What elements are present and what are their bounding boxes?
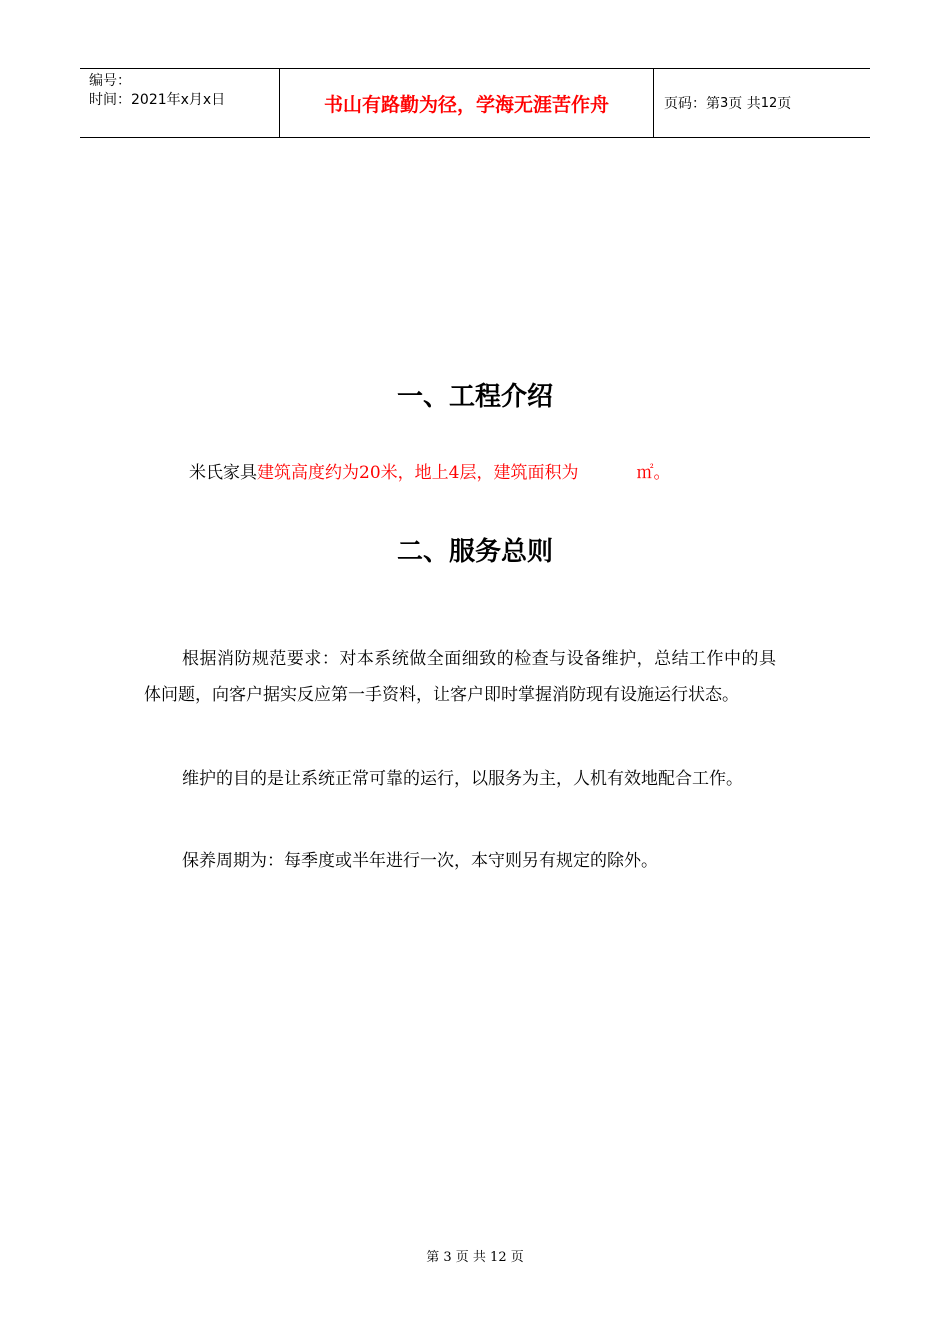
page-label: 页码：第: [664, 96, 720, 112]
header-page-info: [654, 69, 870, 137]
intro-company: 米氏家具: [189, 463, 257, 483]
section-title-service-principles: 二、服务总则: [396, 537, 553, 567]
paragraph-requirements: 根据消防规范要求：对本系统做全面细致的检查与设备维护，总结工作中的具体问题，向客户据实反应第一手资料，让客户即时掌握消防现有设施运行状态。: [144, 649, 776, 705]
paragraph-purpose: 维护的目的是让系统正常可靠的运行，以服务为主，人机有效地配合工作。: [182, 769, 743, 789]
page-mid: 页 共: [728, 96, 761, 112]
intro-building-info: 建筑高度约为20米，地上4层，建筑面积为: [257, 463, 579, 483]
section-title-project-intro: 一、工程介绍: [396, 382, 553, 412]
page-suffix: 页: [777, 96, 792, 112]
page-total: 12: [760, 95, 778, 111]
page-current: 3: [720, 95, 729, 111]
document-date-label: 时间：2021年x月x日: [89, 92, 226, 108]
page-footer: 第 3 页 共 12 页: [426, 1250, 524, 1265]
page-header: [80, 68, 870, 138]
header-meta: [80, 69, 280, 137]
header-motto: 书山有路勤为径，学海无涯苦作舟: [280, 69, 654, 137]
intro-area-unit: ㎡。: [636, 463, 671, 483]
document-number-label: 编号：: [89, 73, 131, 89]
project-intro-text: [189, 461, 670, 485]
paragraph-maintenance-cycle: 保养周期为：每季度或半年进行一次，本守则另有规定的除外。: [182, 851, 658, 871]
